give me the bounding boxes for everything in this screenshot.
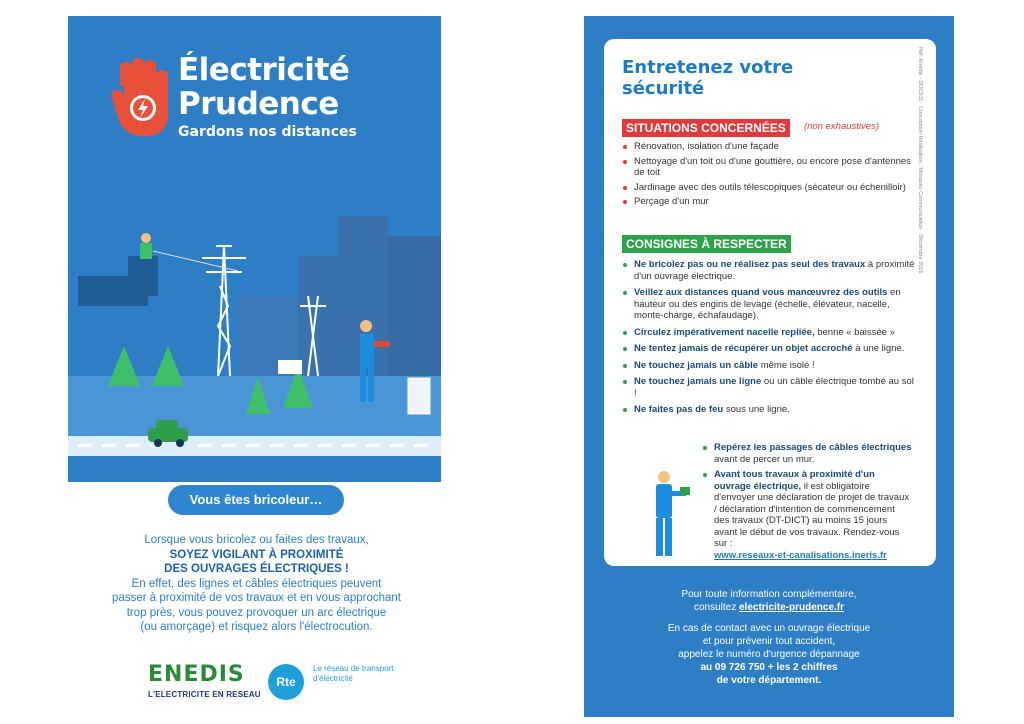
consigne-text: benne « baissée » — [814, 326, 895, 338]
list-item — [622, 327, 918, 339]
consignes-list — [622, 259, 918, 421]
consigne-bold: Veillez aux distances quand vous manœuvrez des outils — [634, 287, 888, 298]
consigne-text: sous une ligne. — [723, 404, 790, 415]
list-item — [622, 360, 918, 372]
cover-illustration — [68, 16, 441, 482]
legal-legend-text: Réf. Enedis - DOC011 · Conception Réalisation : Mosquito Communication · Décembre 2016 — [917, 47, 923, 274]
consigne-bold: Ne touchez jamais un câble — [634, 359, 759, 371]
list-item — [702, 469, 912, 561]
list-item — [622, 404, 918, 416]
consigne-text: ou un câble électrique tombé au sol ! — [634, 376, 914, 399]
intro-text — [108, 533, 405, 635]
consigne-bold: Circulez impérativement nacelle repliée, — [634, 326, 815, 338]
left-panel — [68, 16, 441, 717]
consigne-text: en hauteur ou des engins de levage (échelle, élévateur, nacelle, monte-charge, échafaudage). — [634, 287, 901, 321]
list-item: Rénovation, isolation d'une façade — [622, 141, 918, 153]
extra-list — [702, 442, 912, 565]
warning-line1: SOYEZ VIGILANT À PROXIMITÉ — [169, 548, 344, 561]
rte-tagline: Le réseau de transport d'électricité — [313, 664, 394, 683]
brand-subtitle: Gardons nos distances — [178, 124, 357, 140]
consigne-bold: Ne tentez jamais de récupérer un objet accroché — [634, 343, 853, 354]
enedis-tagline: L'ELECTRICITE EN RESEAU — [148, 690, 261, 699]
situations-note: (non exhaustives) — [804, 121, 879, 132]
foot-line — [624, 601, 914, 614]
partner-logos — [148, 662, 408, 708]
bricoleur-banner: Vous êtes bricoleur… — [168, 485, 344, 515]
foot-line: appelez le numéro d'urgence dépannage — [678, 649, 860, 660]
enedis-logo: ENEDIS — [148, 662, 245, 687]
list-item — [622, 376, 918, 399]
emergency-number: au 09 726 750 + les 2 chiffres — [700, 662, 838, 673]
list-item: Perçage d'un mur — [622, 196, 918, 208]
list-item: Jardinage avec des outils télescopiques (sécateur ou échenilloir) — [622, 182, 918, 194]
rte-logo: Rte — [268, 664, 304, 700]
consigne-bold: Ne bricolez pas ou ne réalisez pas seul des travaux — [634, 259, 866, 270]
list-item — [622, 287, 918, 322]
consigne-text: à proximité d'un ouvrage électrique. — [634, 259, 915, 282]
right-panel — [584, 16, 954, 717]
list-item — [622, 343, 918, 355]
consigne-text: à une ligne. — [852, 343, 905, 354]
website-link[interactable]: electricite-prudence.fr — [738, 602, 845, 613]
situations-list — [622, 141, 918, 211]
consigne-bold: Ne touchez jamais une ligne — [634, 376, 762, 387]
card-title: Entretenez votre sécurité — [622, 57, 794, 99]
foot-line: En cas de contact avec un ouvrage électrique — [667, 623, 871, 634]
list-item: Nettoyage d'un toit ou d'une gouttière, ou encore pose d'antennes de toit — [622, 156, 918, 179]
city-scene-illustration — [68, 146, 441, 482]
extra-bold: Avant tous travaux à proximité d'un ouvrage électrique, — [714, 469, 875, 492]
ineris-link[interactable]: www.reseaux-et-canalisations.ineris.fr — [714, 549, 887, 561]
brand-title-line1: Électricité — [178, 52, 350, 88]
intro-line: Lorsque vous bricolez ou faites des travaux, — [144, 534, 369, 546]
contact-info — [624, 588, 914, 687]
situations-heading: SITUATIONS CONCERNÉES — [622, 119, 790, 137]
list-item — [622, 259, 918, 282]
extra-text: avant de percer un mur. — [714, 453, 815, 465]
consignes-heading: CONSIGNES À RESPECTER — [622, 235, 791, 253]
stop-hand-icon — [110, 56, 170, 140]
safety-card — [604, 39, 936, 566]
brand-title-line2: Prudence — [178, 86, 339, 122]
body-line4: (ou amorçage) et risquez alors l'électrocution. — [140, 621, 373, 633]
extra-bold: Repérez les passages de câbles électriques — [714, 442, 912, 453]
body-line1: En effet, des lignes et câbles électriques peuvent — [131, 577, 382, 590]
foot-line: de votre département. — [716, 675, 822, 686]
extra-text: il est obligatoire d'envoyer une déclaration de projet de travaux / déclaration d'intention de commencement des travaux (DT-DICT) au moins 15 jours avant le début de vos travaux. Rendez-vous sur : — [714, 480, 910, 549]
foot-text: consultez — [693, 602, 737, 613]
list-item — [702, 442, 912, 465]
worker-drill-illustration — [642, 469, 692, 559]
consigne-bold: Ne faites pas de feu — [634, 404, 724, 415]
foot-line: et pour prévenir tout accident, — [702, 636, 836, 647]
consigne-text: même isolé ! — [758, 359, 815, 371]
body-line2: passer à proximité de vos travaux et en vous approchant — [112, 592, 401, 604]
warning-line2: DES OUVRAGES ÉLECTRIQUES ! — [164, 563, 349, 575]
foot-line: Pour toute information complémentaire, — [681, 589, 857, 600]
body-line3: trop près, vous pouvez provoquer un arc électrique — [126, 606, 387, 619]
